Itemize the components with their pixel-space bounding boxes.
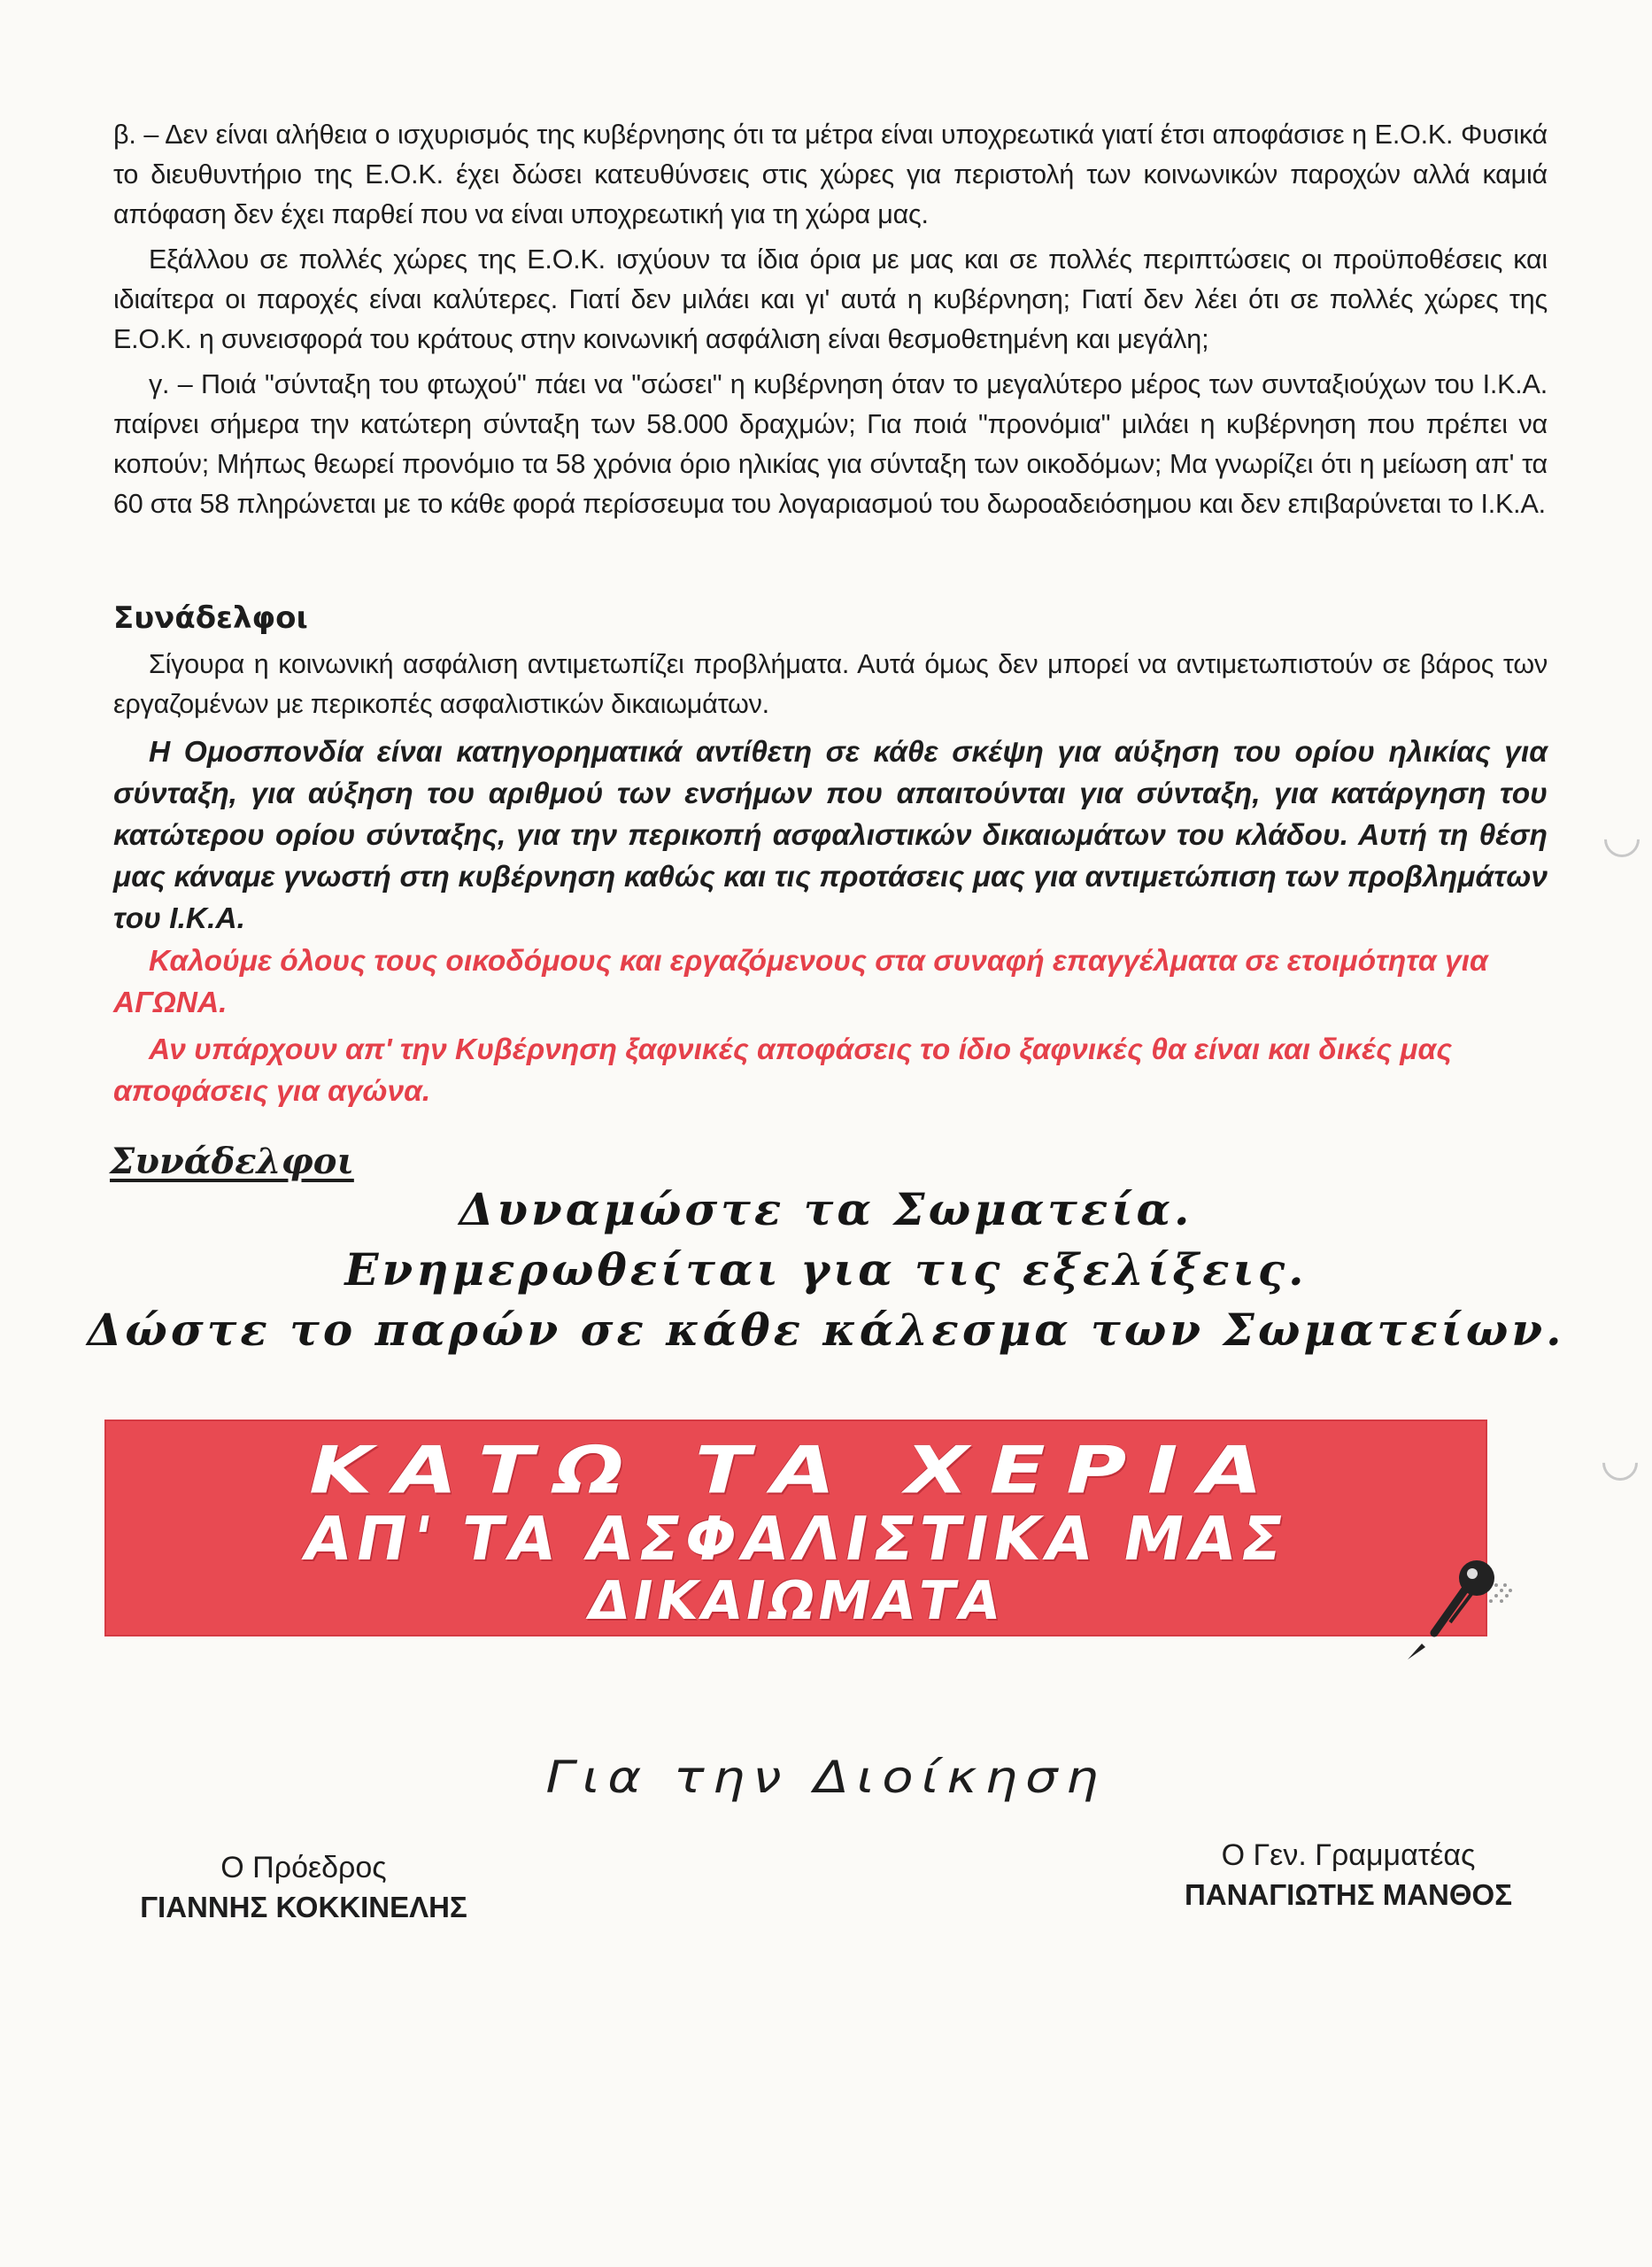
banner: [104, 1420, 1487, 1636]
banner-line-3: ΔΙΚΑΙΩΜΑΤΑ: [583, 1570, 1009, 1632]
call-to-action: [113, 940, 1548, 1112]
banner-line-1: ΚΑΤΩ ΤΑ ΧΕΡΙΑ: [299, 1432, 1293, 1509]
body-text: [113, 115, 1548, 524]
binder-hole-mark: [1597, 815, 1648, 865]
section-intro-text: [113, 645, 1548, 724]
section2-heading: Συνάδελφοι: [110, 1141, 354, 1182]
microphone-icon: [1372, 1551, 1549, 1684]
call-readiness: Καλούμε όλους τους οικοδόμους και εργαζόμενους στα συναφή επαγγέλματα σε ετοιμότητα για ΑΓΩΝΑ.: [113, 945, 1488, 1019]
paragraph-gamma: γ. – Ποιά "σύνταξη του φτωχού" πάει να "σώσει" η κυβέρνηση όταν το μεγαλύτερο μέρος των συνταξιούχων του Ι.Κ.Α. παίρνει σήμερα την κατώτερη σύνταξη των 58.000 δραχμών; Για ποιά "προνόμια" μιλάει η κυβέρνηση που πρέπει να κοπούν; Μήπως θεωρεί προνόμιο τα 58 χρόνια όριο ηλικίας για σύνταξη των οικοδόμων; Μα γνωρίζει ότι η μείωση απ' τα 60 στα 58 πληρώνεται με το κάθε φορά περίσσευμα του λογαριασμού του δωροαδειόσημου και δεν επιβαρύνεται το Ι.Κ.Α.: [113, 369, 1548, 519]
president-name: ΓΙΑΝΝΗΣ ΚΟΚΚΙΝΕΛΗΣ: [140, 1891, 467, 1923]
slogan-3: Δώστε το παρών σε κάθε κάλεσμα των Σωματείων.: [87, 1304, 1565, 1356]
administration-title: Για την Διοίκηση: [545, 1752, 1107, 1803]
banner-line-2: ΑΠ' ΤΑ ΑΣΦΑΛΙΣΤΙΚΑ ΜΑΣ: [298, 1505, 1293, 1575]
intro-paragraph: Σίγουρα η κοινωνική ασφάλιση αντιμετωπίζει προβλήματα. Αυτά όμως δεν μπορεί να αντιμετωπιστούν σε βάρος των εργαζομένων με περικοπές ασφαλιστικών δικαιωμάτων.: [113, 649, 1548, 719]
call-struggle: Αν υπάρχουν απ' την Κυβέρνηση ξαφνικές αποφάσεις το ίδιο ξαφνικές θα είναι και δικές μας αποφάσεις για αγώνα.: [113, 1033, 1453, 1108]
paragraph-beta: β. – Δεν είναι αλήθεια ο ισχυρισμός της κυβέρνησης ότι τα μέτρα είναι υποχρεωτικά γιατί έτσι αποφάσισε η Ε.Ο.Κ. Φυσικά το διευθυντήριο της Ε.Ο.Κ. έχει δώσει κατευθύνσεις στις χώρες για περιστολή των κοινωνικών παροχών αλλά καμιά απόφαση δεν έχει παρθεί που να είναι υποχρεωτική για τη χώρα μας.: [113, 120, 1548, 229]
federation-position: [113, 731, 1548, 940]
slogan-2: Ενημερωθείται για τις εξελίξεις.: [344, 1243, 1308, 1296]
secretary-role: Ο Γεν. Γραμματέας: [1221, 1838, 1476, 1872]
federation-position-text: Η Ομοσπονδία είναι κατηγορηματικά αντίθετη σε κάθε σκέψη για αύξηση του ορίου ηλικίας για σύνταξη, για αύξηση του αριθμού των ενσήμων που απαιτούνται για σύνταξη, για κατάργηση του κατώτερου ορίου σύνταξης, για την περικοπή ασφαλιστικών δικαιωμάτων του κλάδου. Αυτή τη θέση μας κάναμε γνωστή στη κυβέρνηση καθώς και τις προτάσεις μας για αντιμετώπιση των προβλημάτων του Ι.Κ.Α.: [113, 736, 1548, 935]
secretary-name: ΠΑΝΑΓΙΩΤΗΣ ΜΑΝΘΟΣ: [1184, 1878, 1513, 1911]
signature-secretary: [1140, 1838, 1556, 1912]
signature-president: [113, 1851, 494, 1924]
section-heading-colleagues: Συνάδελφοι: [113, 600, 308, 636]
president-role: Ο Πρόεδρος: [220, 1851, 387, 1884]
paragraph-eok: Εξάλλου σε πολλές χώρες της Ε.Ο.Κ. ισχύουν τα ίδια όρια με μας και σε πολλές περιπτώσεις οι προϋποθέσεις και ιδιαίτερα οι παροχές είναι καλύτερες. Γιατί δεν μιλάει και γι' αυτά η κυβέρνηση; Γιατί δεν λέει ότι σε πολλές χώρες της Ε.Ο.Κ. η συνεισφορά του κράτους στην κοινωνική ασφάλιση είναι θεσμοθετημένη και μεγάλη;: [113, 244, 1548, 354]
slogan-1: Δυναμώστε τα Σωματεία.: [459, 1183, 1193, 1235]
binder-hole-mark: [1595, 1438, 1646, 1489]
